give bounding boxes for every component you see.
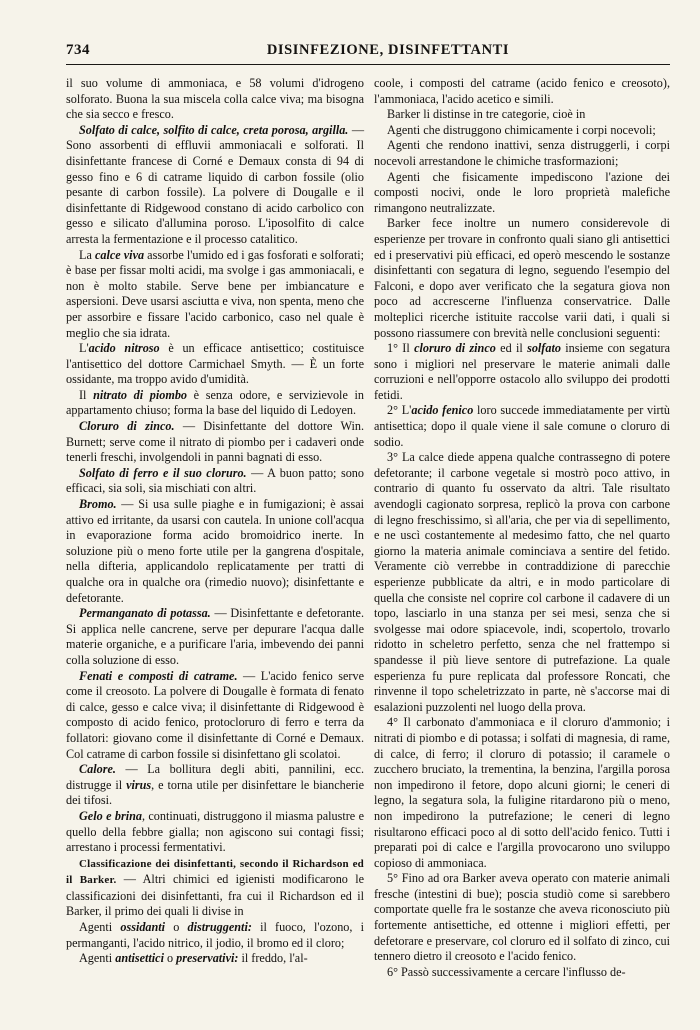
paragraph: Fenati e composti di catrame. — L'acido fenico serve come il creosoto. La polvere di Dougalle è formata di fenato di calce, gesso e calce viva; il disinfettante di Ridgewood è composto di acido fenico, protocloruro di ferro e terra da follatori: giovano come il disinfettante di Corné e Demaux. Col catrame di carbon fossile si disinfettano gli scolatoi. <box>66 668 364 761</box>
paragraph: Agenti che distruggono chimicamente i corpi nocevoli; <box>387 122 656 137</box>
paragraph: il suo volume di ammoniaca, e 58 volumi d'idrogeno solforato. Buona la sua miscela colla calce viva; ma bisogna che sia secco e fresco. <box>66 76 364 122</box>
paragraph: Bromo. — Si usa sulle piaghe e in fumigazioni; è assai attivo ed irritante, da usarsi con cautela. In unione coll'acqua in evaporazione forma acido bromoidrico inerte. In soluzione più o meno forte utile per la gangrena d'ospitale, nella difteria, applicandolo replicatamente per tratti di qualche ora in qualche ora (rimedio nuovo); disinfettante e defetorante. <box>66 497 364 605</box>
paragraph: 5° Fino ad ora Barker aveva operato con materie animali fresche (intestini di bue); poscia studiò come si sarebbero comportate quelle fra le sostanze che aveva riconosciuto più fortemente antisettiche, ed ottenne i migliori effetti, per defetorare e preservare, col cloruro ed il solfato di zinco, cui tennero dietro il creosoto e l'acido fenico. <box>374 871 670 964</box>
page-number: 734 <box>66 42 90 58</box>
paragraph: Agenti che fisicamente impediscono l'azione dei composti nocivi, onde le loro proprietà malefiche rimangono neutralizzate. <box>374 169 670 215</box>
paragraph: 3° La calce diede appena qualche contrassegno di potere defetorante; il carbone vegetale si mostrò poco attivo, in contrario di quanto fu osservato da altri. Tale risultato avendogli cagionato sorpresa, replicò la prova con carbone di legno freschissimo, sì all'aria, che per via di sepellimento, e ne uscì costantemente al medesimo fatto, che nel quarto giorno la materia animale cominciava a sentire del fetido. Veramente ciò verrebbe in contraddizione di parecchie esperienze pubblicate da altri, e in modo particolare di quella che consiste nel coprire col carbone il cadavere di un topo, lasciarlo in una stanza per sei mesi, senza che si svolgesse mai odore spiacevole, indi, scopertolo, trovarlo ridotto in scheletro perfetto, senza che nel frattempo si spandesse il più lieve sentore di putrefazione. La quale esperienza fu pure replicata dal professore Roncati, che rinvenne il topo scheletrizzato in parte, nè s'accorse mai di esalazioni puzzolenti nel luogo della prova. <box>374 450 670 714</box>
paragraph: Il nitrato di piombo è senza odore, e servizievole in appartamento chiuso; forma la base del liquido di Ledoyen. <box>66 387 364 418</box>
paragraph: Permanganato di potassa. — Disinfettante e defetorante. Si applica nelle cancrene, serve per depurare l'acqua dalle materie organiche, e a purificare l'aria, imbevendo dei panni colla soluzione di esso. <box>66 606 365 667</box>
paragraph: Cloruro di zinco. — Disinfettante del dottore Win. Burnett; serve come il nitrato di piombo per i cadaveri onde tenerli freschi, involgendoli in panni bagnati di esso. <box>66 419 364 465</box>
paragraph: 6° Passò successivamente a cercare l'influsso de- <box>387 964 626 979</box>
paragraph: Barker fece inoltre un numero considerevole di esperienze per trovare in confronto quali siano gli antisettici ed i preservativi più efficaci, ed operò mescendo le sostanze disinfettanti con segatura di legno, seguendo l'esempio del Falconi, e dopo aver verificato che la segatura giova non poco ad accrescerne l'influenza conservatrice. Dalle molteplici ricerche istituite raccolse varii dati, i quali si possono riassumere con brevità nelle conclusioni seguenti: <box>374 216 670 340</box>
paragraph: Calore. — La bollitura degli abiti, pannilini, ecc. distrugge il virus, e torna utile per disinfettare le biancherie dei tifosi. <box>66 762 364 808</box>
paragraph: Barker li distinse in tre categorie, cioè in <box>387 107 586 122</box>
paragraph: L'acido nitroso è un efficace antisettico; costituisce l'antisettico del dottore Carmichael Smyth. — È un forte ossidante, ma troppo avido d'umidità. <box>66 341 364 387</box>
paragraph: Classificazione dei disinfettanti, secondo il Richardson ed il Barker. — Altri chimici ed igienisti modificarono le classificazioni dei disinfettanti, fra cui il Richardson ed il Barker, il primo dei quali li divise in <box>66 857 364 919</box>
running-title: DISINFEZIONE, DISINFETTANTI <box>266 42 510 58</box>
right-text-column <box>374 76 670 980</box>
paragraph: 2° L'acido fenico loro succede immediatamente per virtù antisettica; dopo il quale viene il sale comune o cloruro di sodio. <box>374 403 671 449</box>
paragraph: Agenti antisettici o preservativi: il freddo, l'al- <box>79 951 308 966</box>
paragraph: coole, i composti del catrame (acido fenico e creosoto), l'ammoniaca, l'acido acetico e simili. <box>374 76 670 106</box>
left-text-column <box>66 76 364 967</box>
paragraph: Agenti ossidanti o distruggenti: il fuoco, l'ozono, i permanganti, l'acido nitrico, il jodio, il bromo ed il cloro; <box>66 920 364 950</box>
paragraph: Agenti che rendono inattivi, senza distruggerli, i corpi nocevoli arrestandone le chimiche trasformazioni; <box>374 138 670 168</box>
paragraph: La calce viva assorbe l'umido ed i gas fosforati e solforati; è base per fissar molti acidi, ma svolge i gas ammoniacali, e non è molto stabile. Serve bene per imbiancature e aspersioni. Deve usarsi asciutta e viva, non spenta, meno che per assorbire e fissare l'acido carbonico, caso nel quale è meglio che sia idrata. <box>66 247 364 340</box>
paragraph: 1° Il cloruro di zinco ed il solfato insieme con segatura sono i migliori nel preservare le materie animali dalle corruzioni e nell'opporre ostacolo allo sviluppo dei prodotti fetidi. <box>374 341 671 402</box>
paragraph: 4° Il carbonato d'ammoniaca e il cloruro d'ammonio; i nitrati di piombo e di potassa; i solfati di magnesia, di rame, di calce, di ferro; il cloruro di potassio; il caramele o zucchero bruciato, la trementina, la benzina, l'argilla porosa non impedirono il fetore, dopo alcuni giorni; le ceneri di legno, la segatura sola, la fuligine ritardarono più o meno, non impedirono la putrefazione; le ceneri di legno risultarono efficaci poco al di sotto dell'acido fenico. Tutti i preparati poi di calce e l'argilla provocarono uno sviluppo copioso di ammoniaca. <box>374 715 670 870</box>
paragraph: Solfato di ferro e il suo cloruro. — A buon patto; sono efficaci, sia soli, sia mischiati con altri. <box>66 465 364 496</box>
paragraph: Solfato di calce, solfito di calce, creta porosa, argilla. — Sono assorbenti di effluvii ammoniacali e solforati. Il disinfettante francese di Corné e Demaux consta di 94 di gesso fino e 6 di catrame liquido di carbon fossile (olio pesante di carbon fossile). La polvere di Dougalle e il disinfettante di Ridgewood constano di acido carbolico con gesso e silicato d'allumina poroso. L'iposolfito di calce arresta la fermentazione e il processo catalitico. <box>66 122 365 246</box>
paragraph: Gelo e brina, continuati, distruggono il miasma palustre e quello della febbre gialla; non agiscono sui contagi fissi; arrestano i processi fermentativi. <box>66 808 364 855</box>
page-header <box>66 42 670 65</box>
